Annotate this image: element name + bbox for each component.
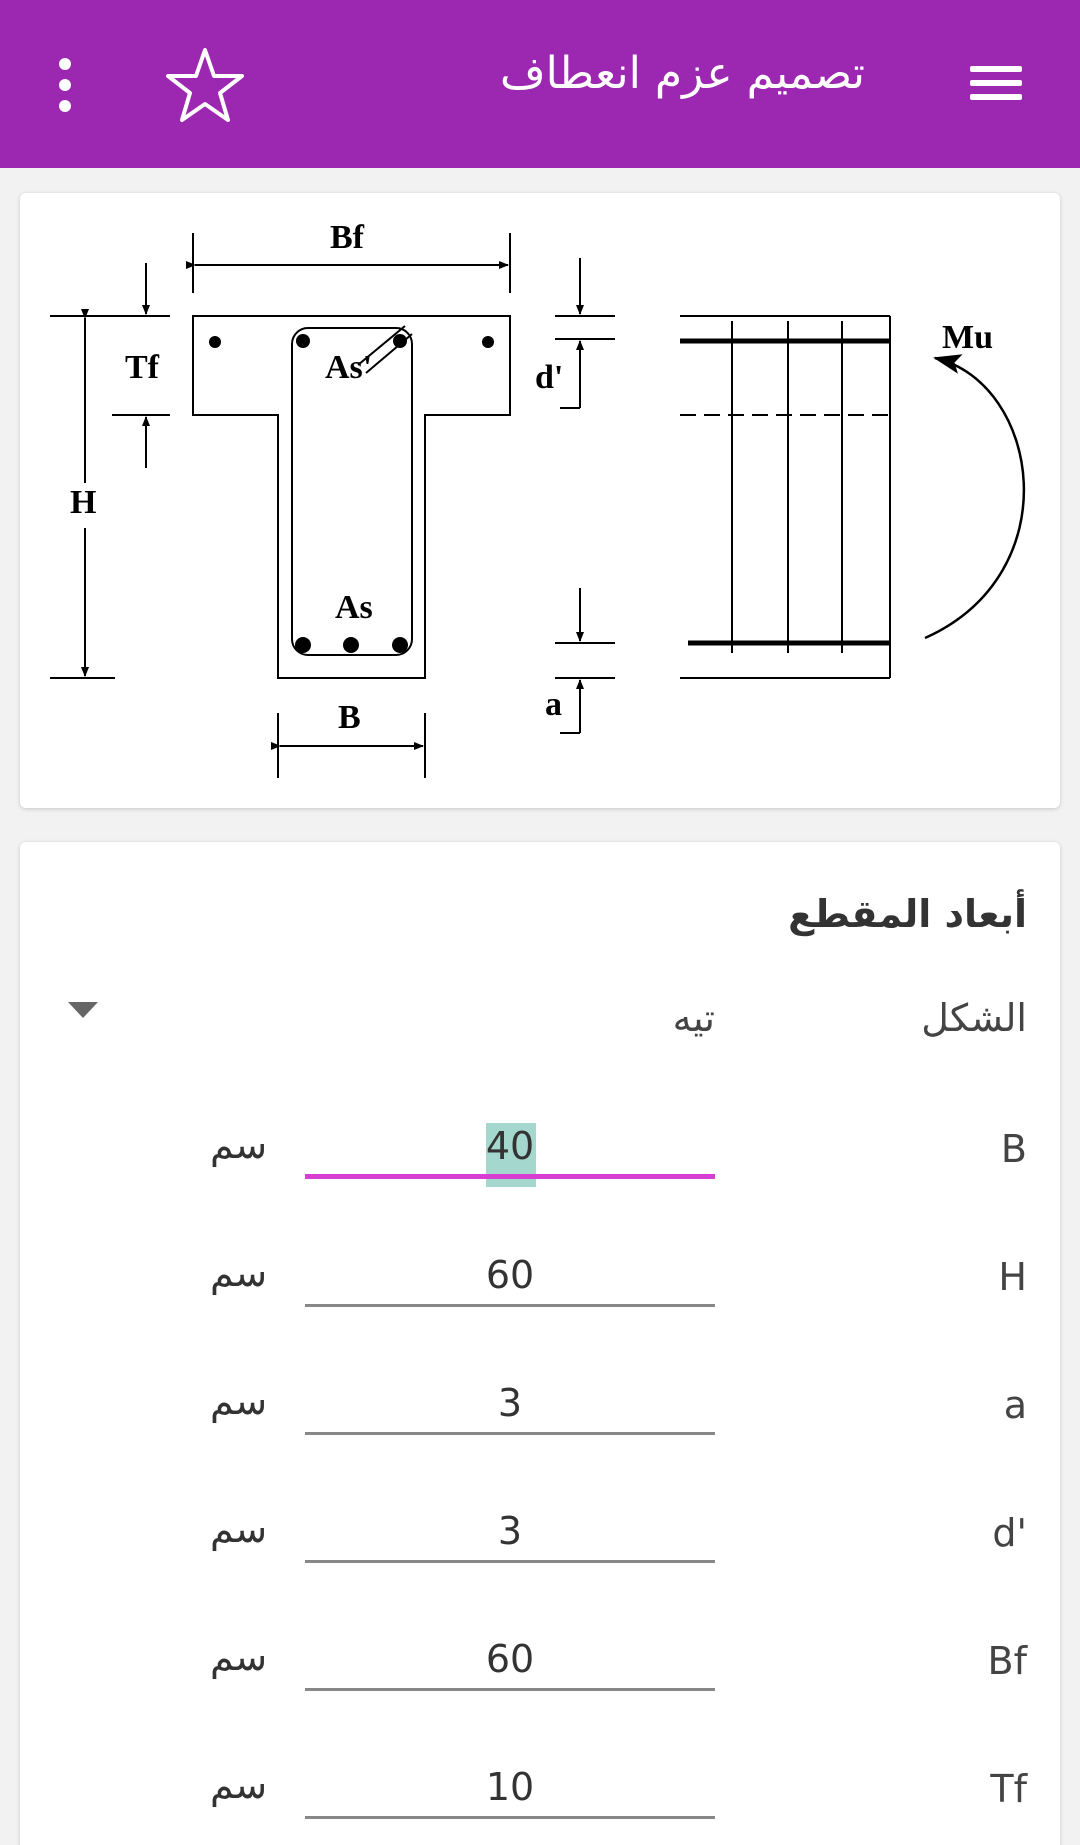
bf-input[interactable] xyxy=(305,1629,715,1691)
d-prime-input[interactable] xyxy=(305,1501,715,1563)
field-unit: سم xyxy=(210,1379,268,1423)
label-d-prime: d' xyxy=(535,359,564,396)
field-unit: سم xyxy=(210,1251,268,1295)
shape-select[interactable]: تيه xyxy=(672,996,715,1040)
field-row-b xyxy=(20,1107,1060,1217)
field-label: d' xyxy=(992,1511,1027,1555)
t-beam-section-diagram xyxy=(20,193,1060,808)
dropdown-arrow-icon[interactable] xyxy=(68,1002,98,1018)
page-title: تصميم عزم انعطاف xyxy=(500,48,865,99)
field-label: Bf xyxy=(987,1639,1027,1683)
field-unit: سم xyxy=(210,1123,268,1167)
label-tf: Tf xyxy=(125,349,159,386)
field-row-tf xyxy=(20,1747,1060,1845)
field-row-d-prime xyxy=(20,1491,1060,1601)
section-title: أبعاد المقطع xyxy=(788,892,1027,936)
field-label: a xyxy=(1003,1383,1027,1427)
field-label: Tf xyxy=(990,1767,1027,1811)
a-input[interactable] xyxy=(305,1373,715,1435)
label-mu: Mu xyxy=(942,319,993,356)
shape-label: الشكل xyxy=(921,996,1027,1040)
more-vert-icon[interactable] xyxy=(40,50,90,120)
field-unit: سم xyxy=(210,1763,268,1807)
label-bf: Bf xyxy=(330,219,364,256)
h-input[interactable] xyxy=(305,1245,715,1307)
field-unit: سم xyxy=(210,1507,268,1551)
field-unit: سم xyxy=(210,1635,268,1679)
label-a: a xyxy=(545,686,562,723)
field-row-h xyxy=(20,1235,1060,1345)
label-as-top: As' xyxy=(325,349,373,386)
app-bar xyxy=(0,0,1080,168)
label-h: H xyxy=(70,484,97,521)
label-as-bottom: As xyxy=(335,589,373,626)
tf-input[interactable] xyxy=(305,1757,715,1819)
field-label: H xyxy=(998,1255,1027,1299)
field-label: B xyxy=(1000,1127,1027,1171)
star-outline-icon[interactable] xyxy=(160,40,250,130)
field-row-bf xyxy=(20,1619,1060,1729)
section-dimensions-card xyxy=(20,842,1060,1845)
label-b: B xyxy=(338,699,361,736)
section-diagram-card xyxy=(20,193,1060,808)
field-row-a xyxy=(20,1363,1060,1473)
hamburger-icon[interactable] xyxy=(948,52,1044,116)
b-input[interactable] xyxy=(305,1117,715,1179)
